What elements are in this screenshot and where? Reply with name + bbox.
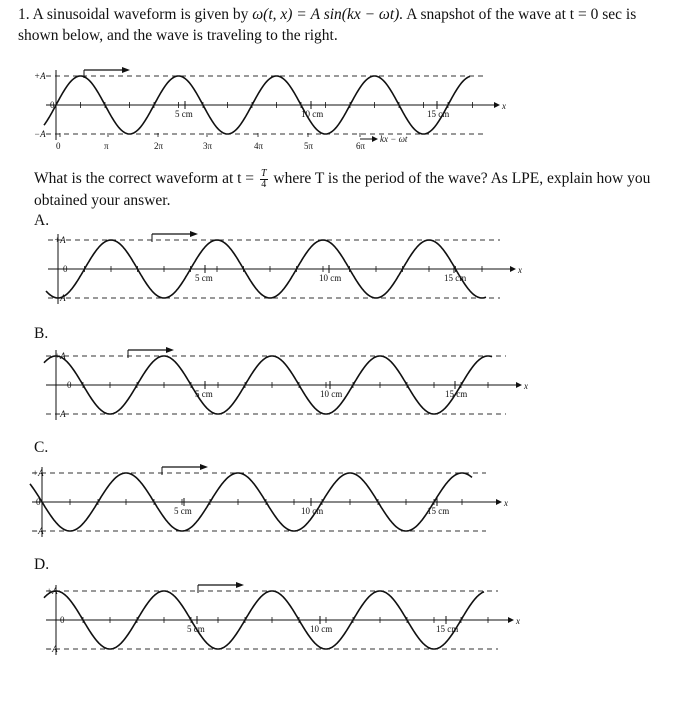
fig0-phase-label: 5π <box>304 141 314 151</box>
fig1-cm-label: 5 cm <box>195 273 213 283</box>
fig4-direction-arrow-icon <box>236 582 244 588</box>
fig2-cm-label: 5 cm <box>195 389 213 399</box>
fig0-phase-axis-label: kx − ωt <box>380 134 408 144</box>
option-a-label[interactable]: A. <box>34 212 50 229</box>
fig0-cm-label: 5 cm <box>175 109 193 119</box>
fig0-phase-label: 3π <box>203 141 213 151</box>
frac-num: T <box>260 167 267 179</box>
question-rest: A snapshot of the wave at t = 0 sec is shown below, and the wave is traveling to the right. <box>18 6 637 44</box>
fig3-minus-a-label: −A <box>32 526 44 536</box>
fig0-phase-axis-arrow-icon <box>372 136 378 142</box>
fig0-minus-a-label: −A <box>34 129 46 139</box>
fig3-cm-label: 5 cm <box>174 506 192 516</box>
fig0-x-label: x <box>502 101 506 111</box>
prompt-after: where T is the period of the wave? As LPE, explain how you obtained your answer. <box>34 170 651 209</box>
fig0-zero-label: 0 <box>50 100 55 110</box>
fig3-cm-label: 10 cm <box>301 506 324 516</box>
fig4-cm-label: 10 cm <box>310 624 333 634</box>
fig1-cm-label: 15 cm <box>444 273 467 283</box>
fig0-cm-label: 15 cm <box>427 109 450 119</box>
fig1-zero-label: 0 <box>63 264 68 274</box>
fig1-plus-a-label: +A <box>54 235 66 245</box>
fig3-cm-label: 15 cm <box>427 506 450 516</box>
fig4-plus-a-label: +A <box>46 586 58 596</box>
fig0-plus-a-label: +A <box>34 71 46 81</box>
fig2-plus-a-label: +A <box>54 351 66 361</box>
fig4-x-label: x <box>516 616 520 626</box>
fig2-cm-label: 10 cm <box>320 389 343 399</box>
option-b-label[interactable]: B. <box>34 325 49 342</box>
fig1-x-label: x <box>518 265 522 275</box>
fig0-phase-label: 0 <box>56 141 61 151</box>
fig0-cm-label: 10 cm <box>301 109 324 119</box>
fig3-x-axis-arrow-icon <box>496 499 502 505</box>
fig4-cm-label: 15 cm <box>436 624 459 634</box>
fig3-x-label: x <box>504 498 508 508</box>
prompt-before: What is the correct waveform at t = <box>34 170 255 187</box>
fig0-phase-label: π <box>104 141 109 151</box>
fig0-phase-label: 4π <box>254 141 264 151</box>
fig4-cm-label: 5 cm <box>187 624 205 634</box>
fig2-zero-label: 0 <box>67 380 72 390</box>
fig0-x-axis-arrow-icon <box>494 102 500 108</box>
fig2-x-axis-arrow-icon <box>516 382 522 388</box>
fig4-zero-label: 0 <box>60 615 65 625</box>
fig2-direction-arrow-icon <box>166 347 174 353</box>
fig1-direction-arrow-icon <box>190 231 198 237</box>
fig3-zero-label: 0 <box>36 497 41 507</box>
fig2-minus-a-label: −A <box>54 409 66 419</box>
frac-den: 4 <box>261 178 267 190</box>
fig2-cm-label: 15 cm <box>445 389 468 399</box>
fig1-minus-a-label: −A <box>54 293 66 303</box>
fig4-x-axis-arrow-icon <box>508 617 514 623</box>
fig0-phase-label: 6π <box>356 141 366 151</box>
fig0-phase-label: 2π <box>154 141 164 151</box>
fig1-x-axis-arrow-icon <box>510 266 516 272</box>
fig3-plus-a-label: +A <box>32 468 44 478</box>
fig1-cm-label: 10 cm <box>319 273 342 283</box>
fig0-direction-arrow-icon <box>122 67 130 73</box>
fig2-x-label: x <box>524 381 528 391</box>
fig4-minus-a-label: −A <box>46 644 58 654</box>
question-formula: ω(t, x) = A sin(kx − ωt). <box>252 6 404 23</box>
question-number: 1. <box>18 6 30 23</box>
option-d-label[interactable]: D. <box>34 556 50 573</box>
fig3-direction-arrow-icon <box>200 464 208 470</box>
option-c-label[interactable]: C. <box>34 439 49 456</box>
question-intro: A sinusoidal waveform is given by <box>32 6 249 23</box>
